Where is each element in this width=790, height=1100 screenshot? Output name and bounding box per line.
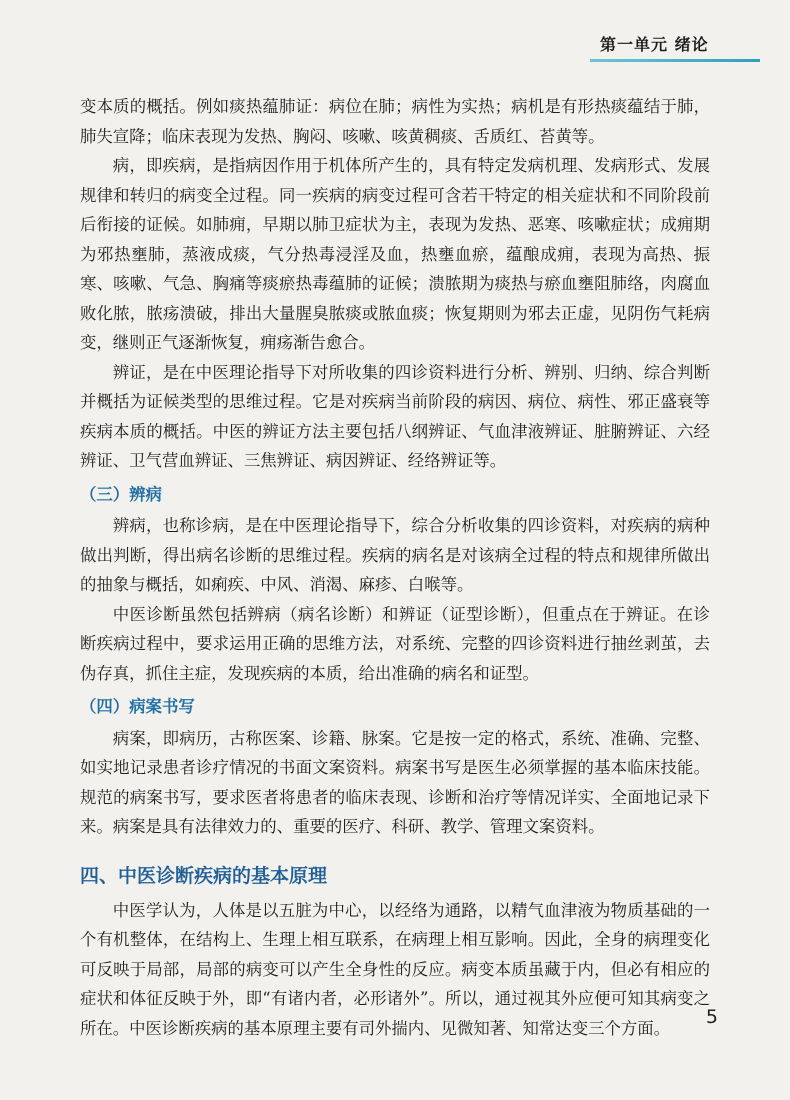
header-rule xyxy=(590,59,760,62)
paragraph-continuation: 变本质的概括。例如痰热蕴肺证：病位在肺；病性为实热；病机是有形热痰蕴结于肺，肺失宣降；临床表现为发热、胸闷、咳嗽、咳黄稠痰、舌质红、苔黄等。 xyxy=(80,97,710,146)
paragraph-medical-record: 病案，即病历，古称医案、诊籍、脉案。它是按一定的格式，系统、准确、完整、如实地记录患者诊疗情况的书面文案资料。病案书写是医生必须掌握的基本临床技能。规范的病案书写，要求医者将患者的临床表现、诊断和治疗等情况详实、全面地记录下来。病案是具有法律效力的、重要的医疗、科研、教学、管理文案资料。 xyxy=(80,728,710,836)
paragraph-disease-differentiation: 辨病，也称诊病，是在中医理论指导下，综合分析收集的四诊资料，对疾病的病种做出判断，得出病名诊断的思维过程。疾病的病名是对该病全过程的特点和规律所做出的抽象与概括，如痢疾、中风、消渴、麻疹、白喉等。 xyxy=(80,516,710,594)
paragraph-principles: 中医学认为，人体是以五脏为中心，以经络为通路，以精气血津液为物质基础的一个有机整体，在结构上、生理上相互联系，在病理上相互影响。因此，全身的病理变化可反映于局部，局部的病变可以产生全身性的反应。病变本质虽藏于内，但必有相应的症状和体征反映于外，即“有诸内者，必形诸外”。所以，通过视其外应便可知其病变之所在。中医诊断疾病的基本原理主要有司外揣内、见微知著、知常达变三个方面。 xyxy=(80,900,710,1038)
page-number: 5 xyxy=(705,1006,718,1028)
paragraph-disease: 病，即疾病，是指病因作用于机体所产生的，具有特定发病机理、发病形式、发展规律和转归的病变全过程。同一疾病的病变过程可含若干特定的相关症状和不同阶段前后衔接的证候。如肺痈，早期以肺卫症状为主，表现为发热、恶寒、咳嗽症状；成痈期为邪热壅肺，蒸液成痰，气分热毒浸淫及血，热壅血瘀，蕴酿成痈，表现为高热、振寒、咳嗽、气急、胸痛等痰瘀热毒蕴肺的证候；溃脓期为痰热与瘀血壅阻肺络，肉腐血败化脓，脓疡溃破，排出大量腥臭脓痰或脓血痰；恢复期则为邪去正虚，见阴伤气耗病变，继则正气逐渐恢复，痈疡渐告愈合。 xyxy=(80,156,710,352)
header-title: 第一单元 绪论 xyxy=(600,35,709,54)
section-heading-principles: 四、中医诊断疾病的基本原理 xyxy=(80,864,328,887)
subheading-medical-record: （四）病案书写 xyxy=(80,697,195,716)
paragraph-syndrome-differentiation: 辨证，是在中医理论指导下对所收集的四诊资料进行分析、辨别、归纳、综合判断并概括为证候类型的思维过程。它是对疾病当前阶段的病因、病位、病性、邪正盛衰等疾病本质的概括。中医的辨证方法主要包括八纲辨证、气血津液辨证、脏腑辨证、六经辨证、卫气营血辨证、三焦辨证、病因辨证、经络辨证等。 xyxy=(80,362,710,470)
page-content xyxy=(80,92,710,1043)
page-header xyxy=(600,28,760,62)
subheading-disease-differentiation: （三）辨病 xyxy=(80,484,162,504)
paragraph-diagnosis-focus: 中医诊断虽然包括辨病（病名诊断）和辨证（证型诊断），但重点在于辨证。在诊断疾病过程中，要求运用正确的思维方法，对系统、完整的四诊资料进行抽丝剥茧，去伪存真，抓住主症，发现疾病的本质，给出准确的病名和证型。 xyxy=(80,604,710,683)
